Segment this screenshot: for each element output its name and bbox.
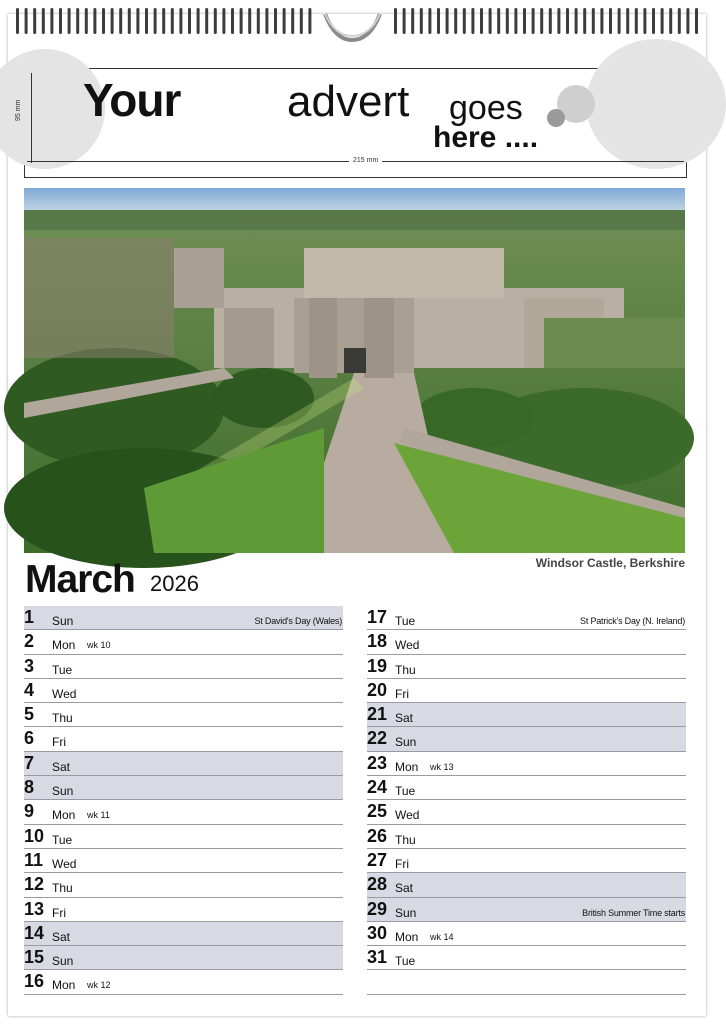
day-row [367,898,686,922]
binding-coil [128,8,131,34]
week-number: wk 10 [87,640,111,651]
binding-coil [394,8,397,34]
day-event: St David's Day (Wales) [254,616,342,626]
binding-coil [652,8,655,34]
day-name: Thu [395,832,416,847]
binding-coil [454,8,457,34]
binding-coil [283,8,286,34]
day-number: 28 [367,874,388,895]
day-row [367,679,686,703]
day-row [367,630,686,654]
day-name: Mon [395,759,419,774]
day-row [24,873,343,897]
day-number: 27 [367,849,388,870]
day-number: 18 [367,631,388,652]
binding-coil [50,8,53,34]
binding-coil [437,8,440,34]
day-number: 31 [367,947,388,968]
binding-coil [93,8,96,34]
binding-coil [463,8,466,34]
binding-coil [179,8,182,34]
binding-coil [532,8,535,34]
binding-coil [214,8,217,34]
binding-coil [592,8,595,34]
width-dimension-label: 215 mm [349,157,382,164]
binding-coil [265,8,268,34]
day-name: Thu [52,881,73,896]
binding-coil [154,8,157,34]
day-number: 30 [367,922,388,943]
day-row [367,703,686,727]
day-number: 20 [367,679,388,700]
day-row [367,606,686,630]
year-title: 2026 [150,571,199,596]
day-number: 2 [24,631,35,652]
day-name: Tue [395,614,416,628]
week-number: wk 14 [430,931,454,942]
day-row [24,825,343,849]
binding-coil [274,8,277,34]
day-name: Fri [395,856,409,871]
binding-coil [609,8,612,34]
binding-coil [575,8,578,34]
day-number: 16 [24,971,45,992]
day-row [24,703,343,727]
binding-coil [171,8,174,34]
day-name: Sat [52,759,71,774]
day-row [367,970,686,994]
day-row [24,679,343,703]
castle-photo [24,188,685,553]
day-name: Fri [52,735,66,750]
advert-text-your: Your [83,74,181,126]
day-name: Wed [395,808,420,823]
day-name: Mon [52,808,76,823]
binding-coil [583,8,586,34]
binding-coil [68,8,71,34]
day-name: Sat [395,711,414,726]
day-row [367,922,686,946]
day-event: St Patrick's Day (N. Ireland) [580,616,685,626]
day-number: 24 [367,777,388,798]
binding-coil [197,8,200,34]
binding-coil [291,8,294,34]
binding-coil [678,8,681,34]
binding-coil [248,8,251,34]
binding-coil [25,8,28,34]
binding-coil [618,8,621,34]
binding-coil [566,8,569,34]
binding-coil [549,8,552,34]
day-name: Wed [52,856,77,871]
binding-coil [33,8,36,34]
day-name: Mon [52,978,76,993]
binding-coil [540,8,543,34]
day-number: 25 [367,801,388,822]
day-row [24,970,343,994]
photo-caption: Windsor Castle, Berkshire [535,556,685,570]
wire-binding [0,0,714,44]
day-row [24,752,343,776]
day-number: 6 [24,728,35,749]
day-row [24,946,343,970]
day-name: Tue [395,954,416,969]
day-row [24,922,343,946]
month-title: March [25,558,135,601]
day-number: 15 [24,947,45,968]
advert-text-here: here .... [433,121,539,154]
binding-coil [471,8,474,34]
day-event: British Summer Time starts [582,907,685,918]
day-row [367,849,686,873]
day-number: 22 [367,728,388,749]
binding-coil [231,8,234,34]
day-name: Mon [52,638,76,653]
binding-coil [300,8,303,34]
binding-coil [240,8,243,34]
binding-coil [446,8,449,34]
days-column-left [24,606,343,995]
day-number: 8 [24,777,35,798]
day-number: 1 [24,607,35,627]
day-row [367,727,686,751]
day-number: 13 [24,898,45,919]
week-number: wk 11 [87,810,110,821]
binding-coil [557,8,560,34]
day-name: Tue [52,832,73,847]
binding-coil [635,8,638,34]
week-number: wk 13 [430,761,454,772]
binding-coil [669,8,672,34]
advert-decor-right [586,39,726,169]
day-name: Sun [395,905,417,920]
height-dimension-line [31,73,32,163]
binding-coil [188,8,191,34]
day-row [24,849,343,873]
binding-coil [489,8,492,34]
binding-coil [16,8,19,34]
day-row [24,727,343,751]
day-name: Tue [395,784,416,799]
binding-coil [420,8,423,34]
day-name: Fri [52,905,66,920]
day-row [24,776,343,800]
day-number: 11 [24,849,44,870]
day-number: 7 [24,752,35,773]
binding-coil [85,8,88,34]
day-name: Sun [395,735,417,750]
day-number: 19 [367,655,388,676]
day-name: Tue [52,662,73,677]
height-dimension-label: 95 mm [15,99,22,121]
binding-coil [76,8,79,34]
binding-coil [411,8,414,34]
day-row [367,776,686,800]
binding-coil [695,8,698,34]
day-number: 26 [367,825,388,846]
day-name: Fri [395,686,409,701]
binding-coil [506,8,509,34]
binding-coil [428,8,431,34]
binding-coil [480,8,483,34]
binding-coil [119,8,122,34]
day-row [367,752,686,776]
binding-coil [686,8,689,34]
binding-coil [205,8,208,34]
day-name: Mon [395,929,419,944]
day-number: 9 [24,801,35,822]
binding-coil [102,8,105,34]
binding-coil [162,8,165,34]
day-name: Sun [52,954,74,969]
day-number: 23 [367,752,388,773]
binding-coil [308,8,311,34]
day-row [367,946,686,970]
binding-coil [661,8,664,34]
day-row [24,898,343,922]
day-row [24,800,343,824]
binding-coil [600,8,603,34]
day-row [24,630,343,654]
day-name: Sat [395,881,414,896]
binding-coil [523,8,526,34]
binding-coil [643,8,646,34]
day-name: Sat [52,929,71,944]
day-row [367,655,686,679]
binding-coil [626,8,629,34]
day-name: Thu [52,711,73,726]
day-row [24,606,343,630]
day-row [367,825,686,849]
advert-text-advert: advert [287,77,410,126]
day-number: 5 [24,704,35,725]
binding-coil [514,8,517,34]
day-name: Wed [395,638,420,653]
binding-coil [136,8,139,34]
binding-coil [497,8,500,34]
day-number: 4 [24,679,35,700]
week-number: wk 12 [87,980,111,991]
day-name: Thu [395,662,416,677]
day-name: Wed [52,686,77,701]
advert-text-goes: goes [449,89,523,127]
day-number: 29 [367,898,388,919]
day-number: 14 [24,922,45,943]
days-column-right [367,606,686,995]
day-row [367,873,686,897]
advert-box [15,68,687,178]
day-name: Sun [52,614,74,628]
day-number: 12 [24,874,45,895]
day-number: 10 [24,825,45,846]
day-row [367,800,686,824]
day-name: Sun [52,784,74,799]
binding-coil [222,8,225,34]
binding-coil [111,8,114,34]
day-number: 3 [24,655,35,676]
day-number: 21 [367,704,388,725]
binding-coil [145,8,148,34]
binding-coil [257,8,260,34]
advert-decor-dot-small [547,109,565,127]
day-number: 17 [367,607,388,627]
day-row [24,655,343,679]
binding-coil [42,8,45,34]
binding-coil [59,8,62,34]
binding-coil [403,8,406,34]
